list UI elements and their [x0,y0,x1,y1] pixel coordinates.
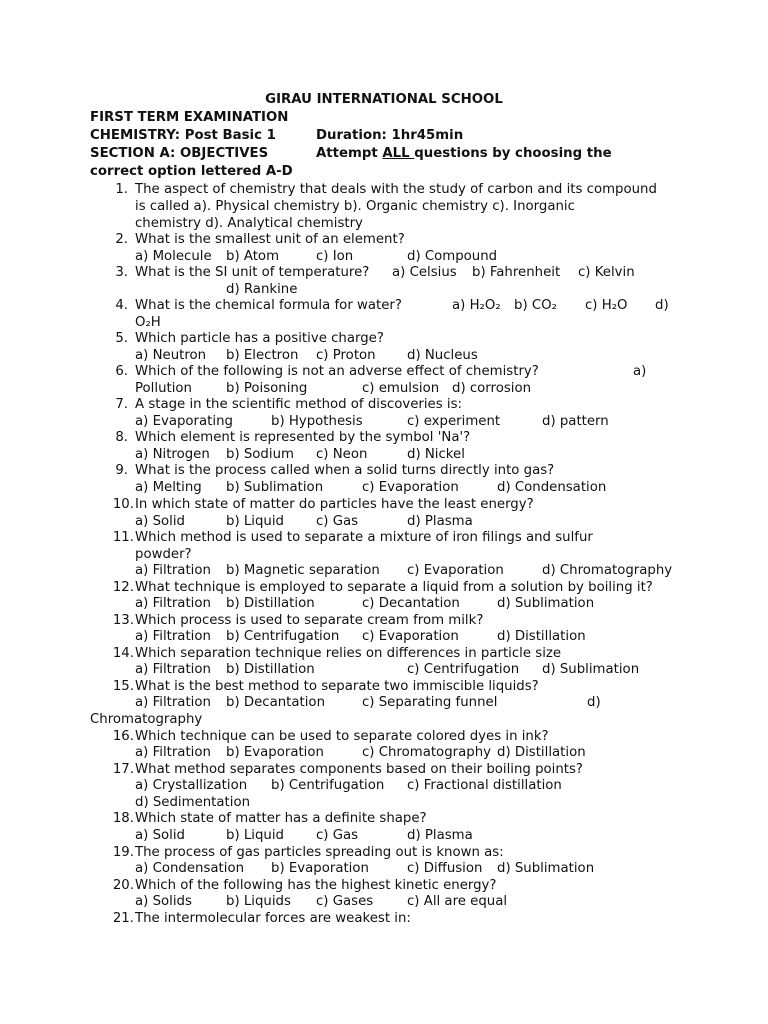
question-number: 16. [112,729,134,744]
question-number: 9. [115,463,128,478]
question-text: The aspect of chemistry that deals with the study of carbon and its compound [135,182,657,197]
option: c) Evaporation [362,480,459,495]
question-text: What technique is employed to separate a liquid from a solution by boiling it? [135,580,653,595]
question-number: 14. [112,646,134,661]
option: d) Sublimation [542,662,640,677]
question-number: 2. [115,232,128,247]
question-text: Which method is used to separate a mixture of iron filings and sulfur [135,530,593,545]
option: a) Neutron [135,348,207,363]
section-label: SECTION A: OBJECTIVES [90,146,269,161]
option: b) CO₂ [514,298,557,313]
option: d) corrosion [452,381,532,396]
option: c) Evaporation [407,563,504,578]
option: a) Filtration [135,695,211,710]
subject-label: CHEMISTRY: Post Basic 1 [90,128,276,143]
option: c) Neon [316,447,368,462]
question-text: What is the best method to separate two immiscible liquids? [135,679,539,694]
option: d) Plasma [407,514,473,529]
option: d) Compound [407,249,498,264]
option: b) Electron [226,348,299,363]
option: Pollution [135,381,192,396]
option: b) Sublimation [226,480,324,495]
question-number: 8. [115,430,128,445]
option: b) Distillation [226,596,315,611]
option: b) Decantation [226,695,325,710]
question-text: Which of the following has the highest kinetic energy? [135,878,497,893]
question-text: What method separates components based on their boiling points? [135,762,583,777]
option: b) Evaporation [271,861,369,876]
question-number: 12. [112,580,134,595]
option: a) Nitrogen [135,447,210,462]
option: a) Celsius [392,265,457,280]
option: d) Rankine [226,282,298,297]
question-text: Which particle has a positive charge? [135,331,384,346]
option: d) pattern [542,414,609,429]
question-number: 20. [112,878,134,893]
exam-term: FIRST TERM EXAMINATION [90,110,289,125]
option: c) emulsion [362,381,440,396]
option: c) Chromatography [362,745,491,760]
option: c) Fractional distillation [407,778,562,793]
option: a) Crystallization [135,778,248,793]
question-text: What is the smallest unit of an element? [135,232,405,247]
option: d) Condensation [497,480,607,495]
question-text: What is the SI unit of temperature? [135,265,370,280]
question-number: 21. [112,911,134,926]
option: a) Filtration [135,662,211,677]
option: c) H₂O [585,298,628,313]
option: c) Ion [316,249,354,264]
option: a) Solid [135,514,185,529]
option: a) Solids [135,894,192,909]
option: a) Filtration [135,563,211,578]
duration-label: Duration: 1hr45min [316,128,464,143]
option: a) Filtration [135,596,211,611]
school-name: GIRAU INTERNATIONAL SCHOOL [265,92,503,107]
option: a) [633,364,647,379]
question-text: In which state of matter do particles have the least energy? [135,497,534,512]
question-text: Which process is used to separate cream from milk? [135,613,484,628]
question-number: 3. [115,265,128,280]
option: d) [587,695,601,710]
option: c) Gas [316,514,359,529]
option: c) Gas [316,828,359,843]
question-text: chemistry d). Analytical chemistry [135,216,363,231]
option: d) Sedimentation [135,795,251,810]
option: b) Poisoning [226,381,308,396]
question-number: 6. [115,364,128,379]
question-number: 13. [112,613,134,628]
all-emphasis: ALL [382,146,415,161]
option: c) Gases [316,894,374,909]
option: b) Magnetic separation [226,563,380,578]
option: d) Nickel [407,447,465,462]
option: b) Atom [226,249,280,264]
option: d) [655,298,669,313]
question-number: 7. [115,397,128,412]
option: c) Evaporation [362,629,459,644]
question-text: powder? [135,547,192,562]
option: a) Evaporating [135,414,233,429]
option: d) Distillation [497,745,586,760]
option: a) Filtration [135,745,211,760]
question-number: 15. [112,679,134,694]
option: c) Decantation [362,596,460,611]
option: a) Filtration [135,629,211,644]
question-text: What is the chemical formula for water? [135,298,402,313]
option: b) Centrifugation [271,778,385,793]
question-text: A stage in the scientific method of discoveries is: [135,397,462,412]
option: d) Sublimation [497,861,595,876]
option: a) Molecule [135,249,212,264]
question-number: 1. [115,182,128,197]
question-text: Which of the following is not an adverse effect of chemistry? [135,364,539,379]
option: d) Plasma [407,828,473,843]
question-text: What is the process called when a solid turns directly into gas? [135,463,555,478]
option: a) Melting [135,480,202,495]
option: c) Separating funnel [362,695,498,710]
option: b) Hypothesis [271,414,363,429]
option: c) All are equal [407,894,508,909]
option: a) Condensation [135,861,245,876]
option: b) Liquid [226,828,284,843]
question-text: is called a). Physical chemistry b). Organic chemistry c). Inorganic [135,199,575,214]
option: Chromatography [90,712,203,727]
instructions-line2: correct option lettered A-D [90,164,293,179]
question-number: 5. [115,331,128,346]
option: d) Chromatography [542,563,673,578]
instructions: Attempt ALL questions by choosing the [316,146,612,161]
question-number: 11. [112,530,134,545]
option: b) Distillation [226,662,315,677]
option: c) Kelvin [578,265,635,280]
question-text: Which element is represented by the symbol 'Na'? [135,430,471,445]
option: b) Centrifugation [226,629,340,644]
option: a) Solid [135,828,185,843]
option: d) Nucleus [407,348,478,363]
question-text: Which technique can be used to separate colored dyes in ink? [135,729,549,744]
question-number: 17. [112,762,134,777]
question-number: 4. [115,298,128,313]
question-text: Which separation technique relies on differences in particle size [135,646,562,661]
option: c) Diffusion [407,861,483,876]
question-text: Which state of matter has a definite shape? [135,811,427,826]
option: O₂H [135,315,161,330]
option: b) Liquids [226,894,291,909]
option: b) Liquid [226,514,284,529]
question-text: The process of gas particles spreading out is known as: [135,845,504,860]
option: d) Distillation [497,629,586,644]
option: a) H₂O₂ [452,298,501,313]
option: b) Evaporation [226,745,324,760]
option: c) experiment [407,414,501,429]
question-number: 19. [112,845,134,860]
option: b) Sodium [226,447,294,462]
option: c) Proton [316,348,376,363]
question-text: The intermolecular forces are weakest in: [135,911,411,926]
question-number: 10. [112,497,134,512]
option: d) Sublimation [497,596,595,611]
option: c) Centrifugation [407,662,520,677]
option: b) Fahrenheit [472,265,561,280]
question-number: 18. [112,811,134,826]
